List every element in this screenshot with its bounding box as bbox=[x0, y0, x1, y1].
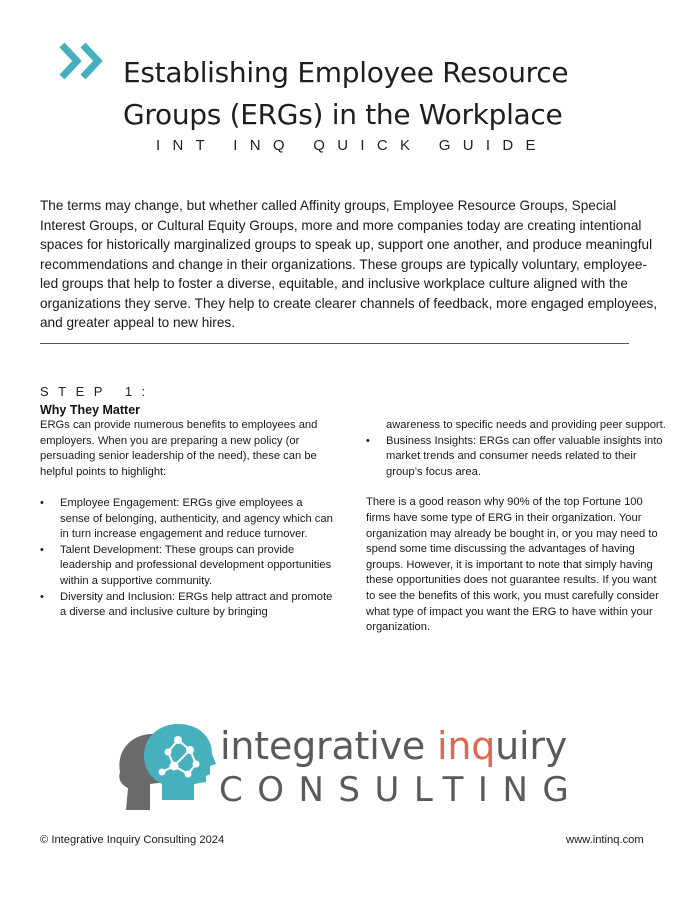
step-title: Why They Matter bbox=[40, 403, 141, 417]
benefits-list bbox=[40, 496, 335, 621]
bullet-icon: • bbox=[40, 496, 44, 509]
list-item-text: Business Insights: ERGs can offer valuable insights into market trends and consumer needs related to their group’s focus area. bbox=[386, 434, 663, 478]
logo-word-part2: uiry bbox=[495, 724, 568, 768]
title-line-2: Groups (ERGs) in the Workplace bbox=[123, 98, 563, 131]
double-chevron-icon bbox=[58, 42, 108, 80]
bullet-icon: • bbox=[366, 434, 370, 447]
list-item bbox=[40, 590, 335, 621]
list-item-text: Employee Engagement: ERGs give employees a sense of belonging, authenticity, and agency which can in turn increase engagement and reduce turnover. bbox=[60, 496, 333, 541]
footer-copyright: © Integrative Inquiry Consulting 2024 bbox=[40, 834, 225, 846]
page-title bbox=[123, 52, 663, 136]
step-intro-paragraph: ERGs can provide numerous benefits to employees and employers. When you are preparing a new policy (or persuading senior leadership of the need), these can be helpful points to highlight: bbox=[40, 419, 318, 478]
logo-word-part1: integrative bbox=[220, 724, 437, 768]
left-column bbox=[40, 418, 335, 621]
logo-consulting: CONSULTING bbox=[219, 770, 584, 810]
title-line-1: Establishing Employee Resource bbox=[123, 56, 569, 89]
guide-subtitle: INT INQ QUICK GUIDE bbox=[156, 137, 548, 154]
list-item-text: Talent Development: These groups can provide leadership and professional development opportunities within a supportive community. bbox=[60, 543, 332, 587]
benefits-list-continued bbox=[366, 434, 666, 481]
list-item-continuation: awareness to specific needs and providing peer support. bbox=[386, 419, 666, 431]
bullet-icon: • bbox=[40, 590, 44, 603]
logo-word-accent: inq bbox=[436, 724, 496, 768]
right-column bbox=[366, 418, 666, 636]
heads-network-logo-icon bbox=[118, 720, 218, 812]
fortune-paragraph: There is a good reason why 90% of the top Fortune 100 firms have some type of ERG in their organization. Your organization may already be bought in, or you may need to spend some time discussing the advantages of having groups. However, it is important to note that simply having these opportunities does not guarantee results. If you want to see the benefits of this work, you must carefully consider what type of impact you want the ERG to have within your organization. bbox=[366, 496, 659, 634]
step-label: STEP 1: bbox=[40, 384, 155, 399]
list-item bbox=[40, 543, 335, 590]
list-item bbox=[40, 496, 335, 543]
list-item bbox=[366, 434, 666, 481]
bullet-icon: • bbox=[40, 543, 44, 556]
list-item-text: Diversity and Inclusion: ERGs help attract and promote a diverse and inclusive culture by bringing bbox=[60, 590, 333, 619]
logo-wordmark bbox=[220, 724, 567, 768]
intro-paragraph: The terms may change, but whether called Affinity groups, Employee Resource Groups, Special Interest Groups, or Cultural Equity Groups, more and more companies today are creating intentional spaces for historically marginalized groups to speak up, support one another, and produce meaningful recommendations and change in their organizations. These groups are typically voluntary, employee-led groups that help to foster a diverse, equitable, and inclusive workplace culture aligned with the organizations they serve. They help to create clearer channels of feedback, more engaged employees, and greater appeal to new hires. bbox=[40, 198, 658, 330]
section-divider bbox=[40, 343, 629, 344]
footer-website: www.intinq.com bbox=[566, 834, 644, 846]
